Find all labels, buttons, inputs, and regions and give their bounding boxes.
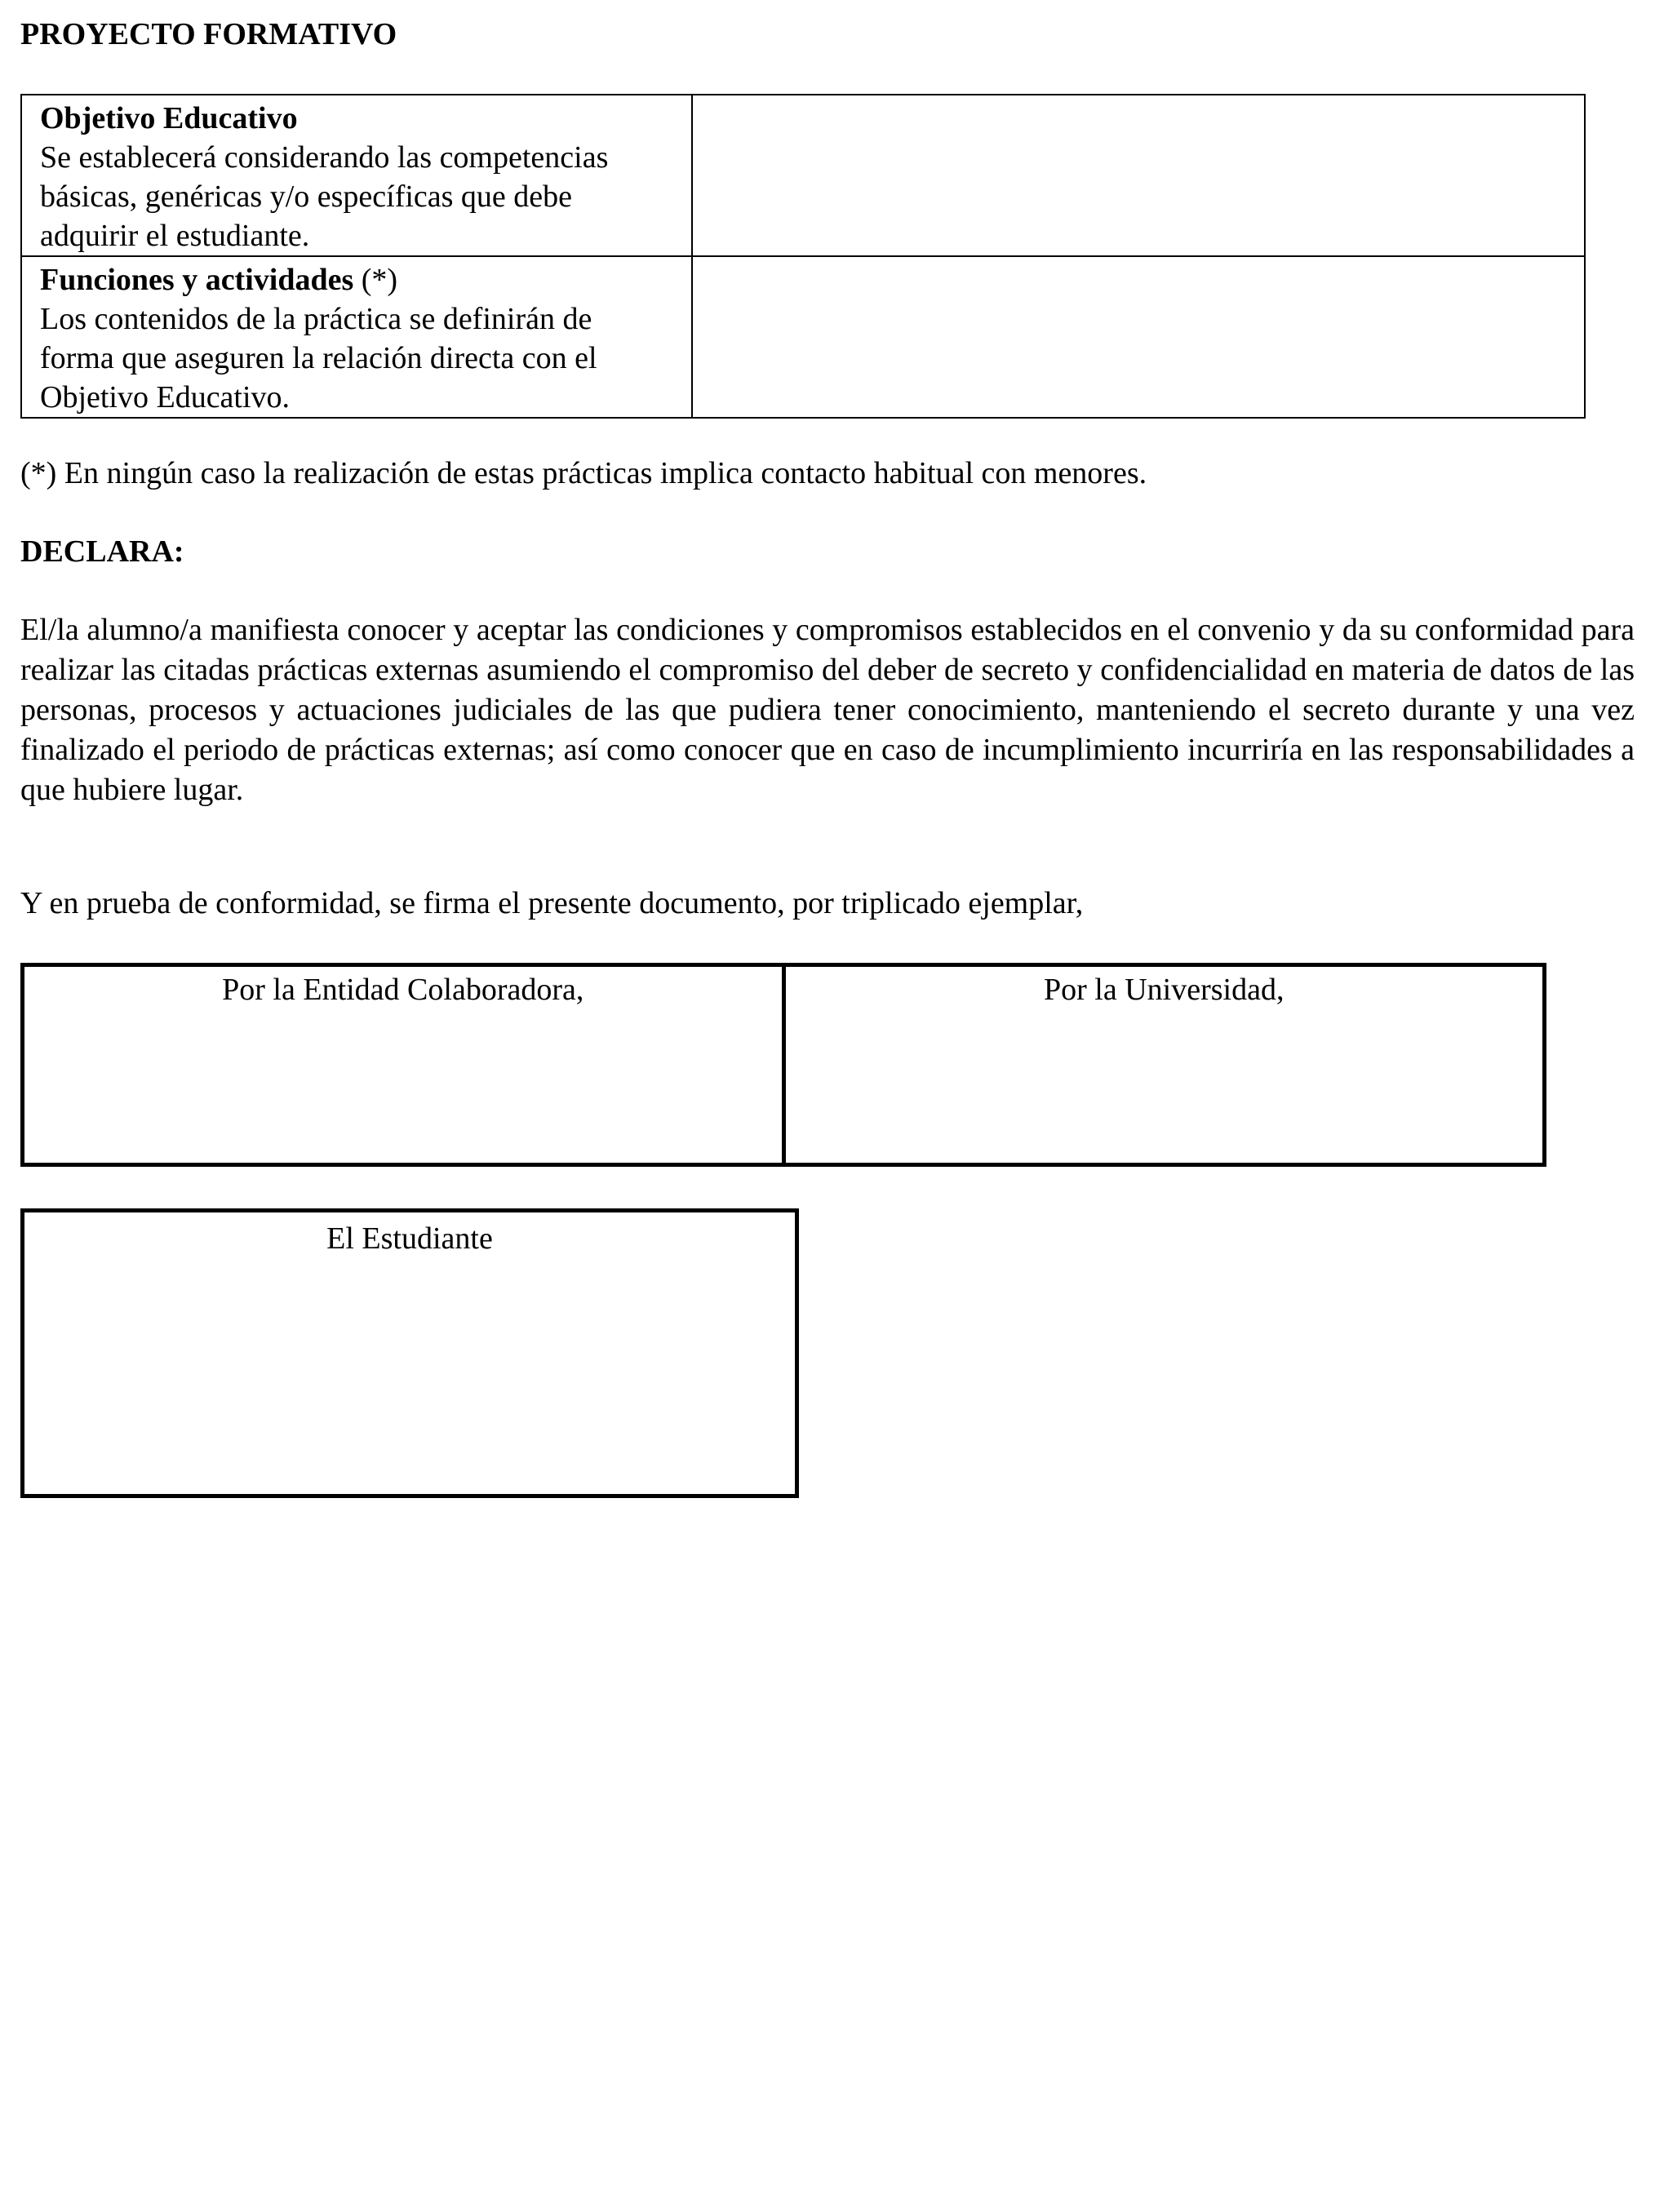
objective-value-cell[interactable] bbox=[692, 95, 1585, 256]
declara-paragraph: El/la alumno/a manifiesta conocer y aceptar las condiciones y compromisos establecidos en el convenio y da su conformidad para realizar las citadas prácticas externas asumiendo el compromiso del deber de secreto y confidencialidad en materia de datos de las personas, procesos y actuaciones judiciales de las que pudiera tener conocimiento, manteniendo el secreto durante y una vez finalizado el periodo de prácticas externas; así como conocer que en caso de incumplimiento incurriría en las responsabilidades a que hubiere lugar. bbox=[20, 613, 1635, 807]
student-signature-label: El Estudiante bbox=[326, 1221, 493, 1256]
university-signature-label: Por la Universidad, bbox=[1044, 973, 1285, 1007]
footnote: (*) En ningún caso la realización de estas prácticas implica contacto habitual con menores. bbox=[20, 456, 1147, 490]
functions-description: Los contenidos de la práctica se definirán de forma que aseguren la relación directa con el Objetivo Educativo. bbox=[40, 302, 597, 414]
project-table bbox=[20, 94, 1586, 419]
entity-signature-label: Por la Entidad Colaboradora, bbox=[222, 973, 584, 1007]
functions-heading-suffix: (*) bbox=[353, 263, 398, 297]
functions-label-cell bbox=[21, 256, 692, 418]
functions-heading: Funciones y actividades bbox=[40, 263, 354, 297]
conformity-statement: Y en prueba de conformidad, se firma el presente documento, por triplicado ejemplar, bbox=[20, 886, 1084, 920]
functions-value-cell[interactable] bbox=[692, 256, 1585, 418]
table-row bbox=[21, 95, 1585, 256]
table-row bbox=[21, 256, 1585, 418]
objective-heading: Objetivo Educativo bbox=[40, 101, 298, 135]
declara-heading: DECLARA: bbox=[20, 534, 184, 569]
objective-label-cell bbox=[21, 95, 692, 256]
document-title: PROYECTO FORMATIVO bbox=[20, 17, 397, 51]
student-signature-box[interactable] bbox=[20, 1208, 799, 1498]
signature-row bbox=[20, 963, 1546, 1167]
objective-description: Se establecerá considerando las competencias básicas, genéricas y/o específicas que debe adquirir el estudiante. bbox=[40, 140, 609, 253]
university-signature-box[interactable] bbox=[786, 967, 1543, 1163]
entity-signature-box[interactable] bbox=[24, 967, 786, 1163]
